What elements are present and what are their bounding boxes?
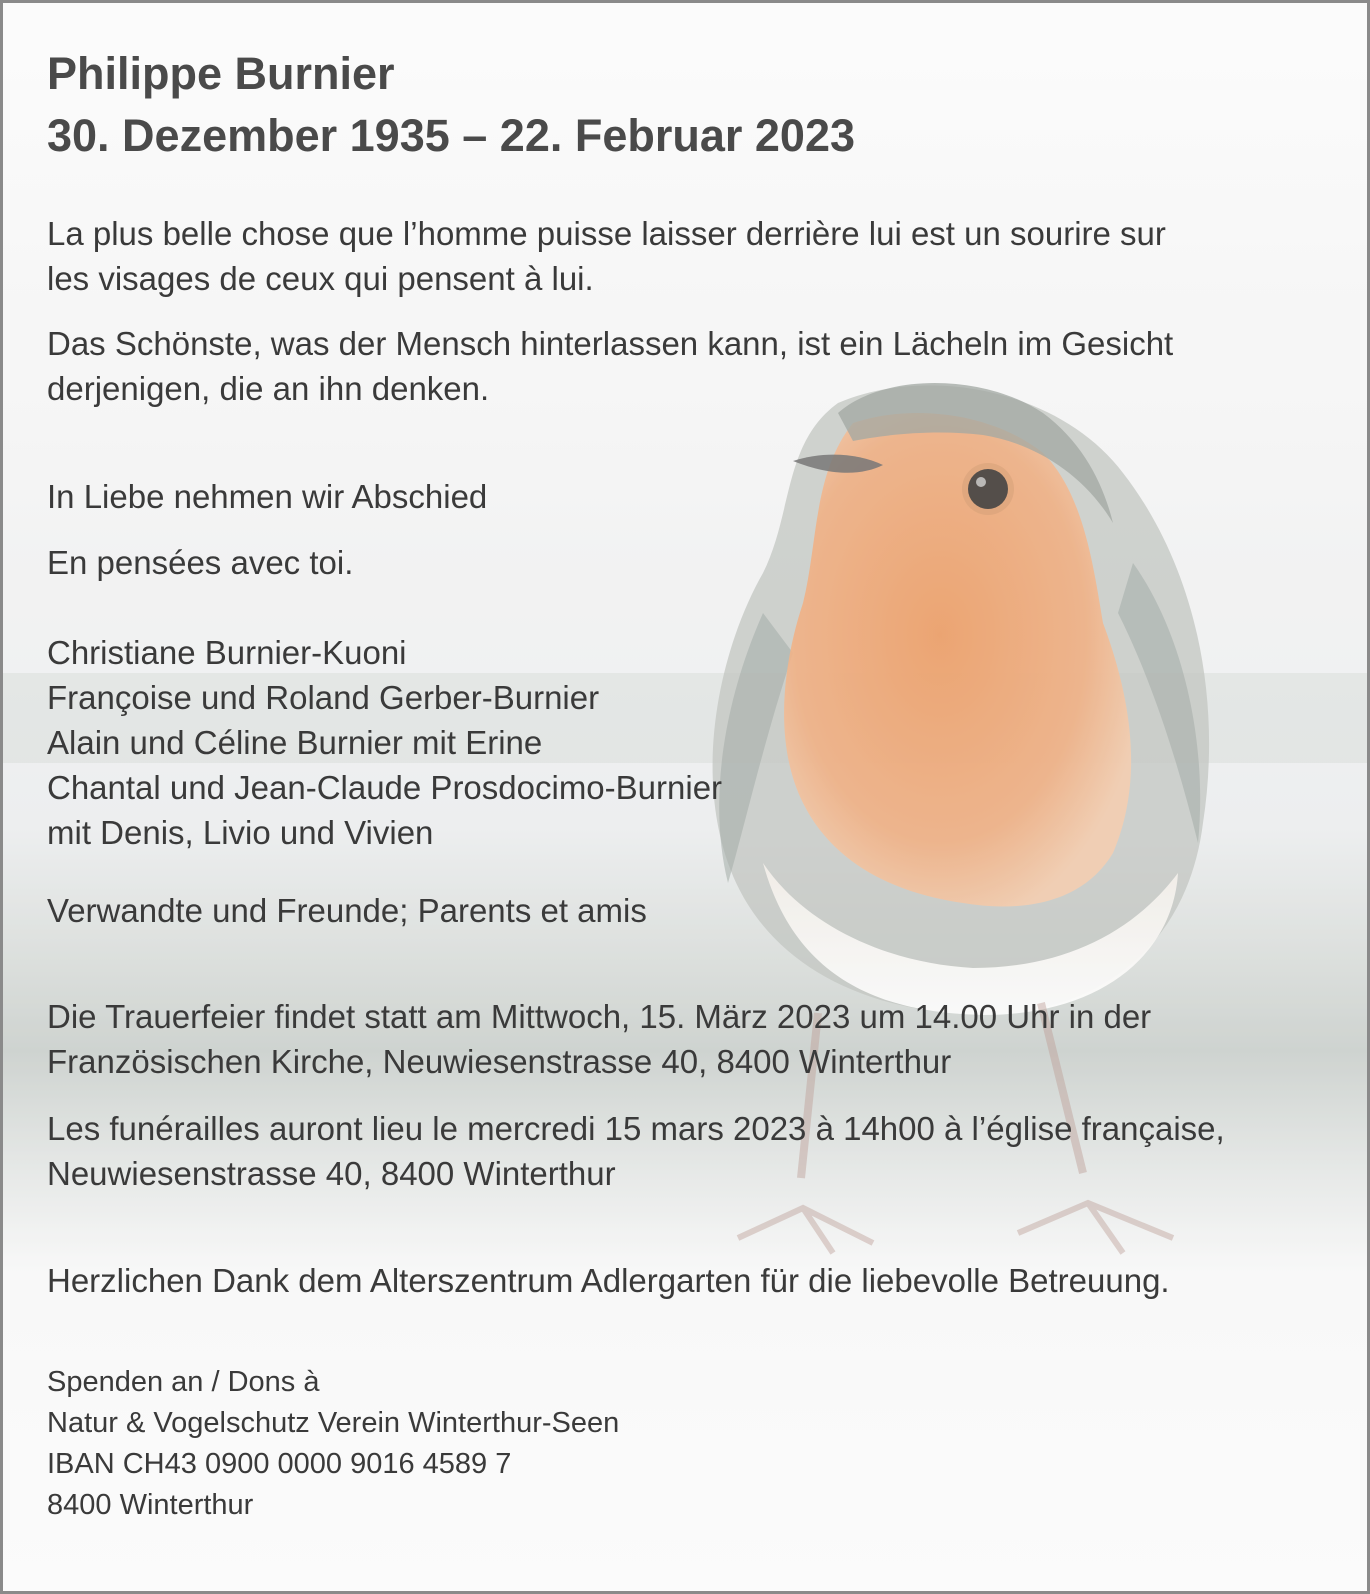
- donation-line: Natur & Vogelschutz Verein Winterthur-Seen: [47, 1407, 620, 1439]
- life-dates: 30. Dezember 1935 – 22. Februar 2023: [47, 110, 856, 161]
- donation-line: IBAN CH43 0900 0000 9016 4589 7: [47, 1448, 512, 1480]
- deceased-name: Philippe Burnier: [47, 48, 395, 99]
- mourner-line: Alain und Céline Burnier mit Erine: [47, 724, 543, 761]
- service-fr-line-2: Neuwiesenstrasse 40, 8400 Winterthur: [47, 1155, 616, 1192]
- donation-line: 8400 Winterthur: [47, 1489, 254, 1521]
- mourner-line: mit Denis, Livio und Vivien: [47, 814, 434, 851]
- mourner-line: Christiane Burnier-Kuoni: [47, 634, 407, 671]
- farewell-fr: En pensées avec toi.: [47, 544, 354, 581]
- donation-line: Spenden an / Dons à: [47, 1366, 320, 1398]
- service-de-line-2: Französischen Kirche, Neuwiesenstrasse 40, 8400 Winterthur: [47, 1043, 952, 1080]
- mourner-line: Chantal und Jean-Claude Prosdocimo-Burnier: [47, 769, 723, 806]
- thanks-line: Herzlichen Dank dem Alterszentrum Adlergarten für die liebevolle Betreuung.: [47, 1262, 1170, 1299]
- service-de-line-1: Die Trauerfeier findet statt am Mittwoch, 15. März 2023 um 14.00 Uhr in der: [47, 998, 1152, 1035]
- quote-de-line-1: Das Schönste, was der Mensch hinterlassen kann, ist ein Lächeln im Gesicht: [47, 325, 1174, 362]
- service-fr-line-1: Les funérailles auront lieu le mercredi 15 mars 2023 à 14h00 à l’église française,: [47, 1110, 1225, 1147]
- quote-de-line-2: derjenigen, die an ihn denken.: [47, 370, 490, 407]
- relatives-line: Verwandte und Freunde; Parents et amis: [47, 892, 647, 929]
- farewell-de: In Liebe nehmen wir Abschied: [47, 478, 488, 515]
- mourner-line: Françoise und Roland Gerber-Burnier: [47, 679, 600, 716]
- quote-fr-line-1: La plus belle chose que l’homme puisse laisser derrière lui est un sourire sur: [47, 215, 1166, 252]
- quote-fr-line-2: les visages de ceux qui pensent à lui.: [47, 260, 594, 297]
